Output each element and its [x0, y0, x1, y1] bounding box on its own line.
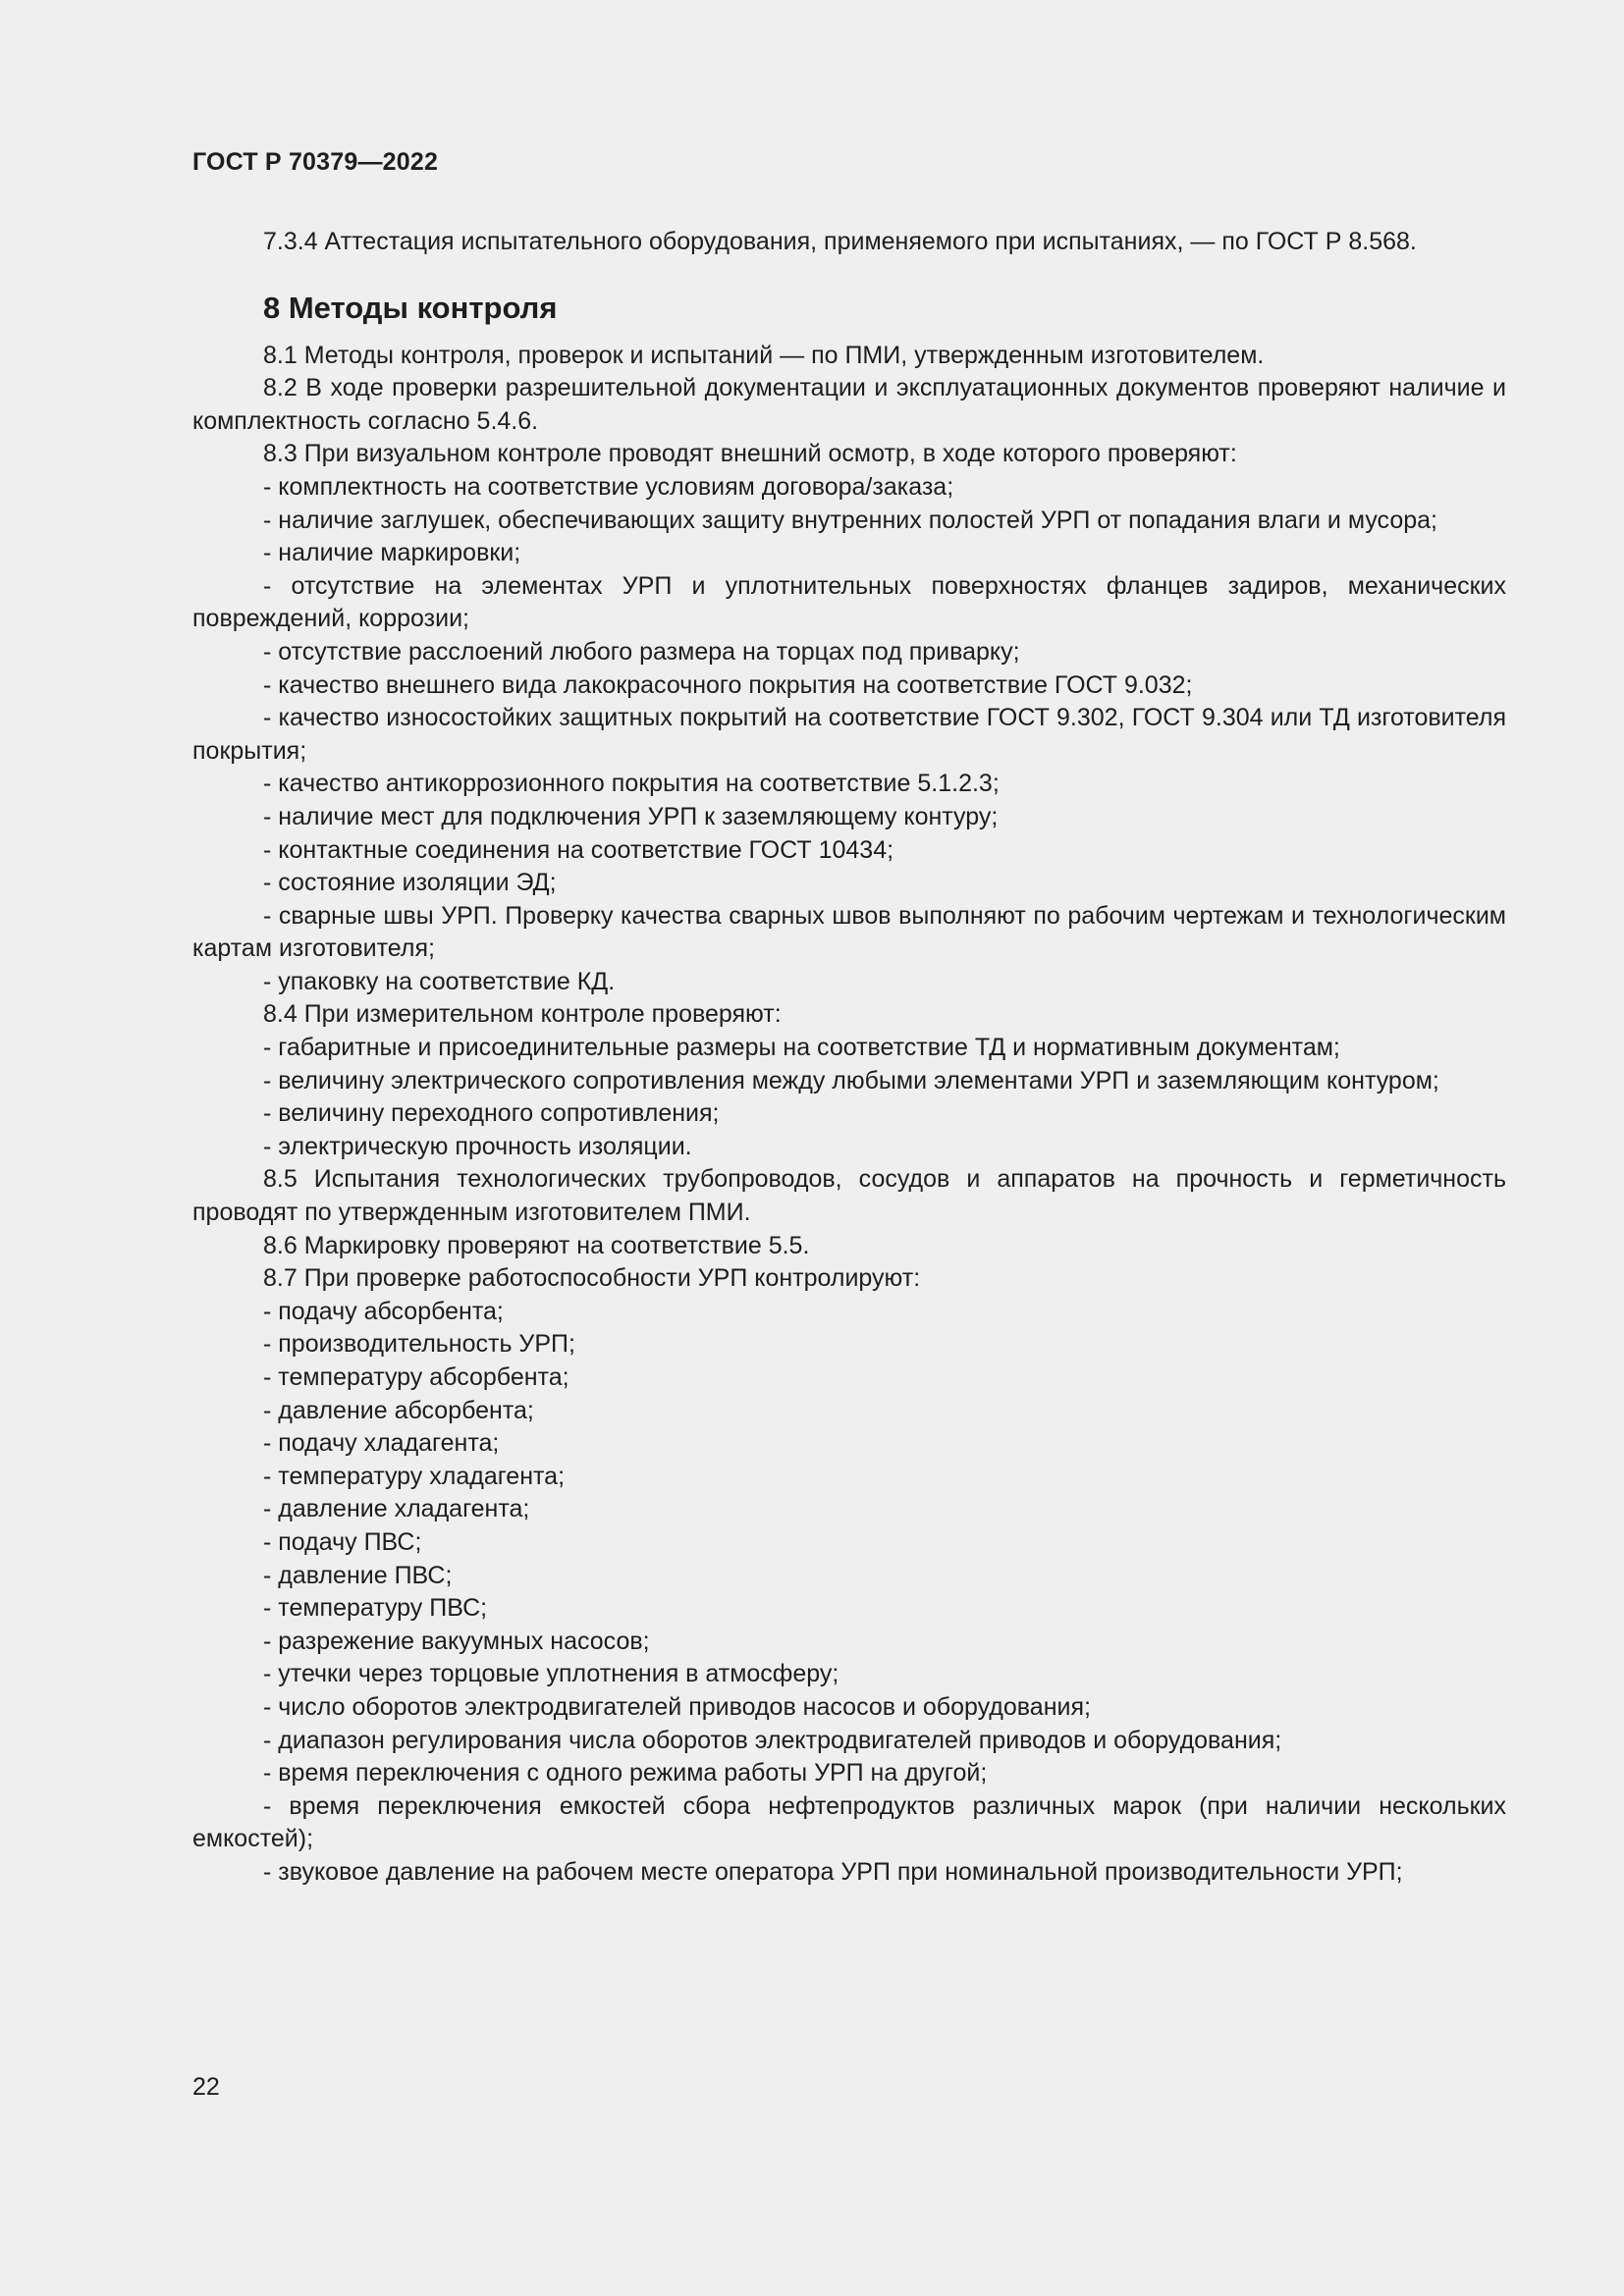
paragraph-8-6: 8.6 Маркировку проверяют на соответствие 5.5.	[263, 1231, 810, 1259]
list-item: - температуру ПВС;	[263, 1594, 488, 1623]
list-item: - величину переходного сопротивления;	[263, 1099, 720, 1128]
list-item: - отсутствие на элементах УРП и уплотнительных поверхностях фланцев задиров, механических повреждений, коррозии;	[192, 571, 1506, 633]
list-item: - электрическую прочность изоляции.	[263, 1132, 692, 1160]
list-item: - упаковку на соответствие КД.	[263, 967, 616, 995]
list-item: - подачу ПВС;	[263, 1527, 422, 1556]
list-item: - температуру абсорбента;	[263, 1363, 569, 1391]
list-item: - отсутствие расслоений любого размера на торцах под приварку;	[263, 637, 1020, 666]
list-item: - наличие заглушек, обеспечивающих защиту внутренних полостей УРП от попадания влаги и мусора;	[263, 506, 1437, 534]
list-item: - давление хладагента;	[263, 1495, 530, 1523]
list-item: - диапазон регулирования числа оборотов электродвигателей приводов и оборудования;	[263, 1726, 1282, 1754]
list-item: - звуковое давление на рабочем месте оператора УРП при номинальной производительности УРП;	[263, 1857, 1403, 1886]
list-item: - утечки через торцовые уплотнения в атмосферу;	[263, 1660, 839, 1688]
list-item: - подачу хладагента;	[263, 1429, 500, 1458]
list-item: - наличие мест для подключения УРП к заземляющему контуру;	[263, 802, 999, 830]
list-item: - габаритные и присоединительные размеры на соответствие ТД и нормативным документам;	[263, 1034, 1340, 1062]
list-item: - контактные соединения на соответствие ГОСТ 10434;	[263, 835, 894, 864]
section-title: 8 Методы контроля	[263, 290, 558, 325]
list-item: - подачу абсорбента;	[263, 1297, 504, 1325]
list-item: - температуру хладагента;	[263, 1462, 566, 1490]
paragraph-8-2: 8.2 В ходе проверки разрешительной документации и эксплуатационных документов проверяют наличие и комплектность согласно 5.4.6.	[192, 374, 1506, 435]
paragraph-8-7: 8.7 При проверке работоспособности УРП контролируют:	[263, 1264, 921, 1293]
document-body	[192, 226, 1506, 1890]
list-item: - давление абсорбента;	[263, 1396, 534, 1424]
paragraph-8-5: 8.5 Испытания технологических трубопроводов, сосудов и аппаратов на прочность и герметичность проводят по утвержденным изготовителем ПМИ.	[192, 1165, 1506, 1227]
list-item: - наличие маркировки;	[263, 539, 521, 567]
list-item: - качество внешнего вида лакокрасочного покрытия на соответствие ГОСТ 9.032;	[263, 670, 1193, 699]
list-item: - производительность УРП;	[263, 1330, 575, 1359]
list-item: - величину электрического сопротивления между любыми элементами УРП и заземляющим контуром;	[263, 1066, 1439, 1095]
list-item: - комплектность на соответствие условиям договора/заказа;	[263, 472, 954, 501]
paragraph-8-1: 8.1 Методы контроля, проверок и испытаний — по ПМИ, утвержденным изготовителем.	[263, 341, 1265, 369]
paragraph-7-3-4: 7.3.4 Аттестация испытательного оборудования, применяемого при испытаниях, — по ГОСТ Р 8.568.	[263, 228, 1417, 255]
list-item: - качество антикоррозионного покрытия на соответствие 5.1.2.3;	[263, 770, 1000, 798]
list-item: - сварные швы УРП. Проверку качества сварных швов выполняют по рабочим чертежам и технологическим картам изготовителя;	[192, 901, 1506, 963]
paragraph-8-3: 8.3 При визуальном контроле проводят внешний осмотр, в ходе которого проверяют:	[263, 440, 1237, 468]
page-number: 22	[192, 2073, 220, 2101]
list-item: - время переключения с одного режима работы УРП на другой;	[263, 1759, 988, 1788]
list-item: - разрежение вакуумных насосов;	[263, 1627, 650, 1655]
paragraph-8-4: 8.4 При измерительном контроле проверяют:	[263, 1000, 782, 1029]
list-item: - время переключения емкостей сбора нефтепродуктов различных марок (при наличии нескольких емкостей);	[192, 1791, 1506, 1853]
list-item: - давление ПВС;	[263, 1561, 453, 1589]
page-header: ГОСТ Р 70379—2022	[192, 148, 439, 176]
list-item: - состояние изоляции ЭД;	[263, 869, 557, 897]
list-item: - качество износостойких защитных покрытий на соответствие ГОСТ 9.302, ГОСТ 9.304 или ТД изготовителя покрытия;	[192, 704, 1506, 765]
list-item: - число оборотов электродвигателей приводов насосов и оборудования;	[263, 1692, 1091, 1721]
